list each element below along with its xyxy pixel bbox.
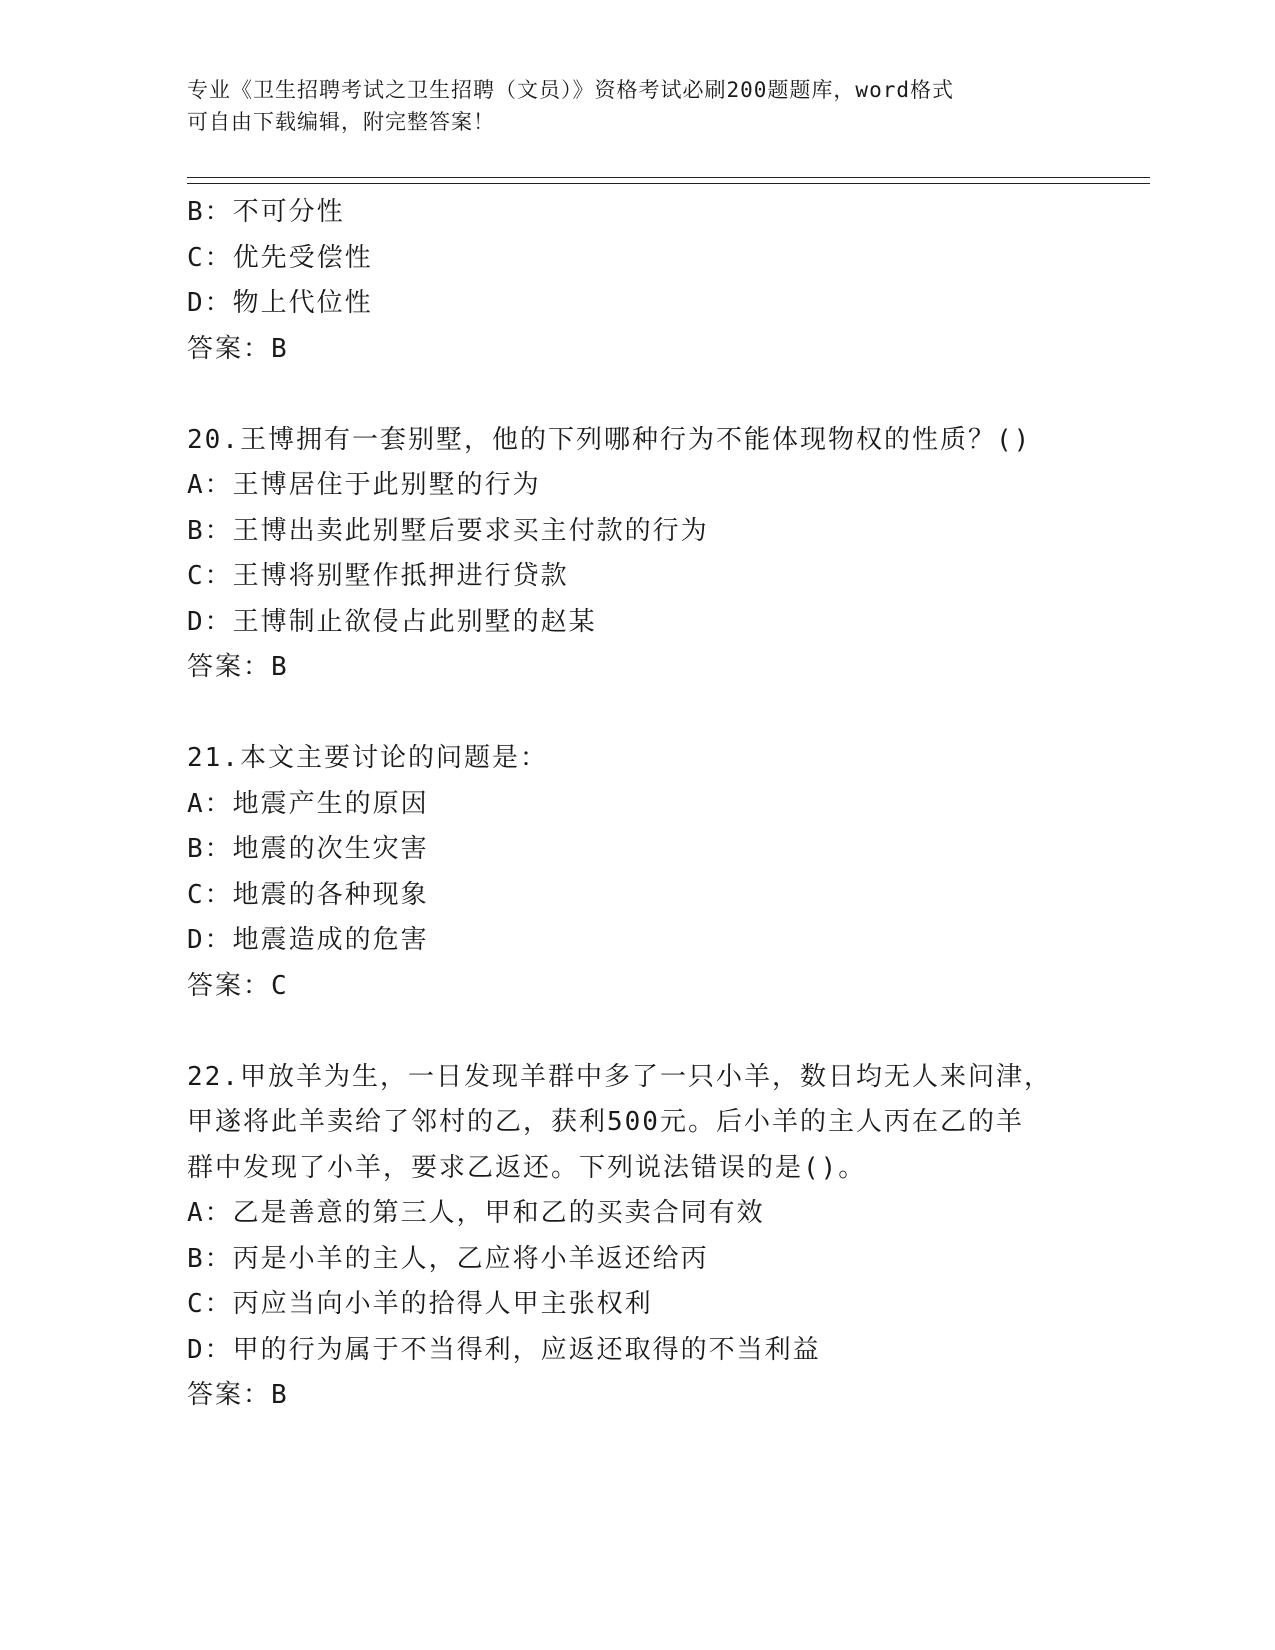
question-block-22: [187, 1055, 1087, 1419]
question-text: 21.本文主要讨论的问题是：: [187, 743, 548, 773]
option-c: C：优先受偿性: [187, 242, 373, 273]
answer-line: 答案：B: [187, 333, 289, 364]
option-b: B：王博出卖此别墅后要求买主付款的行为: [187, 515, 709, 546]
answer-line: 答案：B: [187, 1380, 289, 1410]
option-c: C：丙应当向小羊的拾得人甲主张权利: [187, 1289, 653, 1319]
question-text-line-3: 群中发现了小羊，要求乙返还。下列说法错误的是()。: [187, 1152, 867, 1183]
option-c: C：地震的各种现象: [187, 879, 429, 910]
header-line-1: 专业《卫生招聘考试之卫生招聘（文员）》资格考试必刷200题题库，word格式: [187, 78, 954, 102]
option-d: D：地震造成的危害: [187, 925, 429, 955]
page-header: [187, 74, 1087, 138]
option-d: D：物上代位性: [187, 288, 373, 318]
option-d: D：王博制止欲侵占此别墅的赵某: [187, 606, 597, 637]
answer-line: 答案：C: [187, 970, 289, 1001]
question-list: [187, 190, 1087, 1419]
answer-line: 答案：B: [187, 652, 289, 682]
question-block-21: [187, 736, 1087, 1009]
header-divider: [187, 177, 1150, 184]
question-block-20: [187, 418, 1087, 691]
option-d: D：甲的行为属于不当得利，应返还取得的不当利益: [187, 1334, 821, 1365]
option-b: B：地震的次生灾害: [187, 834, 429, 864]
option-c: C：王博将别墅作抵押进行贷款: [187, 561, 569, 591]
option-a: A：王博居住于此别墅的行为: [187, 470, 541, 500]
question-text-line-2: 甲遂将此羊卖给了邻村的乙，获利500元。后小羊的主人丙在乙的羊: [187, 1107, 1024, 1137]
question-text-line-1: 22.甲放羊为生，一日发现羊群中多了一只小羊，数日均无人来问津，: [187, 1061, 1052, 1092]
option-b: B：丙是小羊的主人，乙应将小羊返还给丙: [187, 1243, 709, 1274]
option-a: A：地震产生的原因: [187, 788, 429, 819]
option-b: B：不可分性: [187, 197, 345, 227]
question-block-19: [187, 190, 1087, 372]
option-a: A：乙是善意的第三人，甲和乙的买卖合同有效: [187, 1198, 765, 1228]
header-line-2: 可自由下载编辑，附完整答案！: [187, 110, 495, 134]
question-text: 20.王博拥有一套别墅，他的下列哪种行为不能体现物权的性质？(): [187, 424, 1032, 455]
